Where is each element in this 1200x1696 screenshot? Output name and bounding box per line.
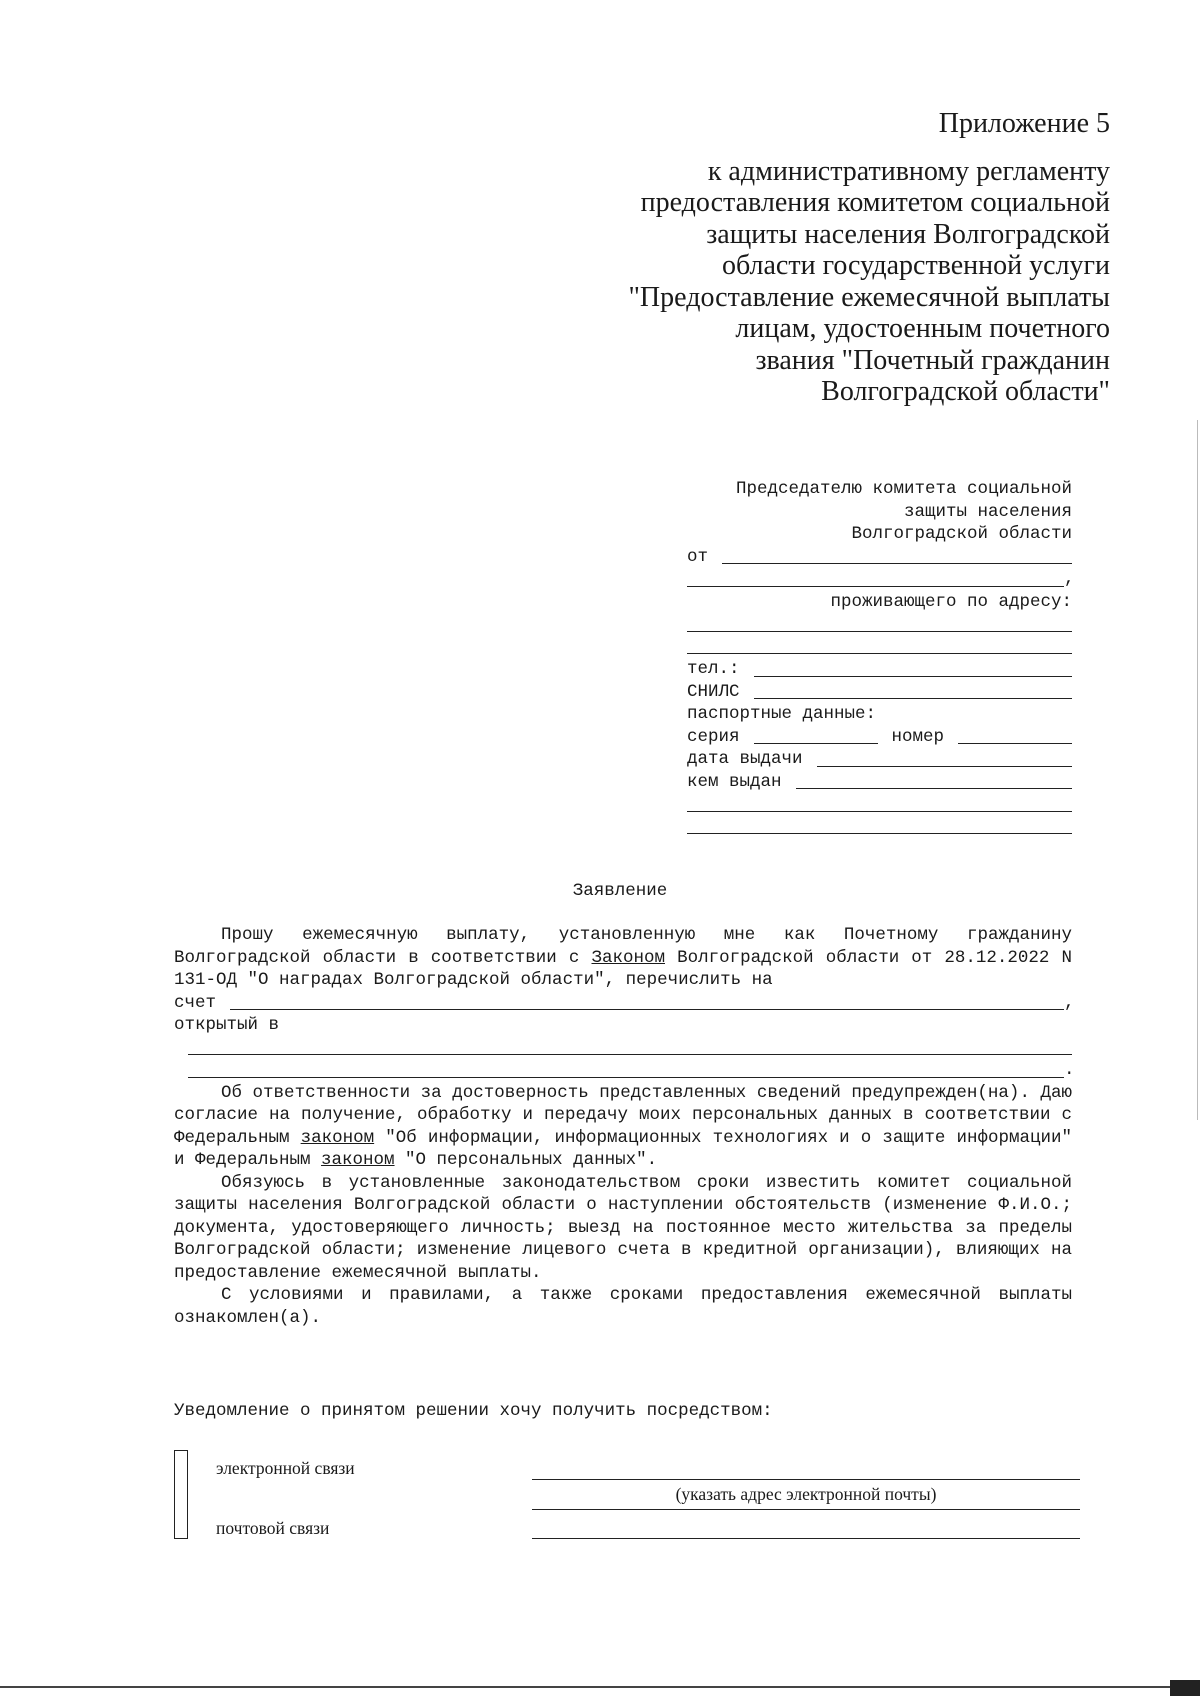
issued-by-row-3 [687,816,1072,839]
from-field-2[interactable] [687,585,1064,587]
postal-field-1[interactable] [532,1509,1080,1510]
appendix-header [550,108,1110,408]
from-row [687,546,1072,569]
phone-label: тел.: [687,659,740,679]
notice-text: Уведомление о принятом решении хочу получить посредством: [174,1401,773,1421]
responsibility-text-2: "Об информации, информационных технологиях и о защите информации" и Федеральным [174,1127,1072,1170]
responsibility-text-1: Об ответственности за достоверность представленных сведений предупрежден(на). Даю согласие на получение, обработку и передачу моих персональных данных в соответствии с Федеральным [174,1082,1072,1148]
postal-checkbox[interactable] [174,1506,188,1539]
issued-by-label: кем выдан [687,771,782,792]
issue-date-row [687,748,1072,771]
from-field[interactable] [722,562,1072,564]
issued-by-field-2[interactable] [687,810,1072,812]
conditions-paragraph: С условиями и правилами, а также сроками предоставления ежемесячной выплаты ознакомлен(а). [174,1285,1072,1328]
passport-series-row [687,726,1072,749]
appendix-line: предоставления комитетом социальной [640,187,1110,218]
addressee-block [687,478,1075,838]
appendix-line: защиты населения Волгоградской [706,218,1110,250]
addressee-line: защиты населения [903,501,1072,522]
appendix-line: области государственной услуги [721,250,1110,281]
number-label: номер [891,726,945,747]
address-field-1[interactable] [687,630,1072,632]
bank-row-2 [174,1059,1075,1082]
appendix-title: Приложение 5 [938,108,1110,139]
electronic-option-label: электронной связи [216,1458,355,1478]
postal-field-2[interactable] [532,1538,1080,1539]
address-row-2 [687,636,1072,659]
issue-date-field[interactable] [817,765,1072,767]
address-row-1 [687,613,1072,636]
addressee-line: Волгоградской области [851,524,1072,544]
appendix-line: звания "Почетный гражданин [755,344,1110,376]
series-field[interactable] [754,742,878,744]
email-field[interactable] [532,1479,1080,1480]
responsibility-text-3: "О персональных данных". [394,1150,658,1170]
passport-label: паспортные данные: [687,704,877,724]
addressee-line: Председателю комитета социальной [735,479,1072,499]
law-link[interactable]: Законом [591,947,665,968]
comma-mark: , [1064,569,1075,589]
postal-option-label: почтовой связи [216,1518,330,1538]
email-hint: (указать адрес электронной почты) [675,1484,937,1504]
period-mark: . [1064,1060,1075,1080]
opened-in-label: открытый в [174,1015,280,1035]
appendix-line: "Предоставление ежемесячной выплаты [628,281,1110,313]
request-text-2: Волгоградской области от 28.12.2022 N 131-ОД "О наградах Волгоградской области", перечислить на [174,947,1072,990]
request-text-1: Прошу ежемесячную выплату, установленную мне как Почетному гражданину Волгоградской области в соответствии с [174,925,1072,968]
law-link-information[interactable]: законом [300,1127,375,1148]
bank-field-2[interactable] [188,1076,1064,1078]
account-row [174,992,1075,1015]
series-label: серия [687,726,740,747]
issued-by-field-3[interactable] [687,832,1072,834]
address-label: проживающего по адресу: [830,591,1072,612]
issue-date-label: дата выдачи [687,749,803,769]
comma-mark: , [1064,992,1075,1013]
phone-field[interactable] [754,675,1072,677]
snils-field[interactable] [754,697,1072,699]
address-field-2[interactable] [687,652,1072,654]
bank-row-1 [174,1037,1072,1060]
electronic-checkbox[interactable] [174,1450,188,1508]
scan-edge-shadow [1197,420,1198,1120]
from-label: от [687,546,709,567]
responsibility-paragraph [174,1082,1072,1172]
from-row-2 [687,568,1075,591]
issued-by-row [687,771,1072,794]
notification-options [174,1450,1084,1542]
law-link-personal-data[interactable]: законом [321,1150,395,1170]
number-field[interactable] [958,742,1072,744]
obligation-paragraph: Обязуюсь в установленные законодательством сроки известить комитет социальной защиты населения Волгоградской области о наступлении обстоятельств (изменение Ф.И.О.; документа, удостоверяющего личность; выезд на постоянное место жительства за пределы Волгоградской области; изменение лицевого счета в кредитной организации), влияющих на предоставление ежемесячной выплаты. [174,1172,1072,1283]
appendix-line: к административному регламенту [707,155,1110,187]
scan-corner-mark [1170,1680,1200,1696]
appendix-line: лицам, удостоенным почетного [735,313,1110,344]
document-title: Заявление [572,881,668,901]
scan-bottom-edge [0,1686,1200,1688]
application-body [174,924,1075,1329]
account-field[interactable] [230,1008,1064,1010]
account-label: счет [174,992,217,1013]
snils-label: СНИЛС [687,681,740,702]
appendix-line: Волгоградской области" [821,376,1110,407]
issued-by-row-2 [687,793,1072,816]
bank-field-1[interactable] [188,1053,1072,1055]
phone-row [687,658,1072,681]
issued-by-field[interactable] [796,787,1072,789]
snils-row [687,681,1072,704]
request-paragraph [174,924,1072,992]
